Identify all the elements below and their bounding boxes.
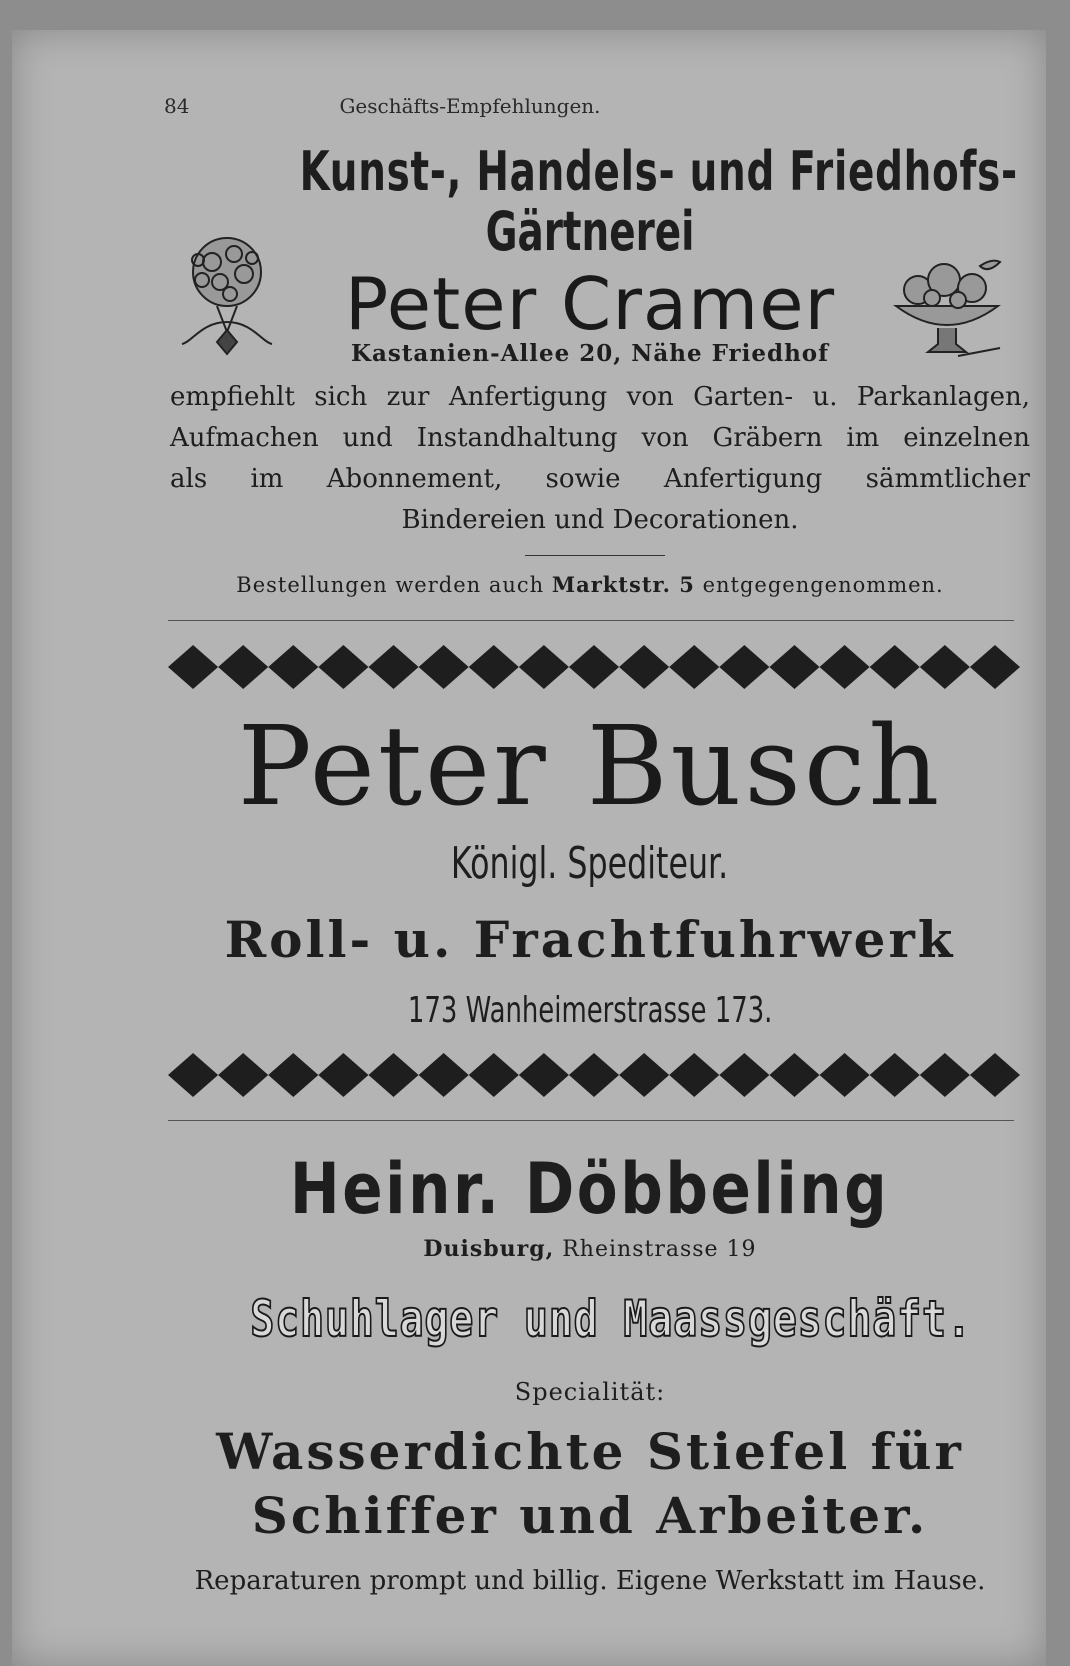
busch-name: Peter Busch: [237, 702, 943, 830]
diamond-icon: [970, 645, 1020, 689]
diamond-icon: [920, 1053, 970, 1097]
speciality-line-2: Schiffer und Arbeiter.: [251, 1486, 929, 1545]
description-line: Bindereien und Decorationen.: [401, 505, 799, 535]
diamond-icon: [619, 645, 669, 689]
diamond-icon: [970, 1053, 1020, 1097]
section-divider: [168, 1120, 1014, 1121]
diamond-icon: [519, 645, 569, 689]
diamond-icon: [519, 1053, 569, 1097]
diamond-icon: [870, 1053, 920, 1097]
busch-address: 173 Wanheimerstrasse 173.: [407, 990, 773, 1031]
diamond-icon: [769, 645, 819, 689]
doebbeling-trade: Schuhlager und Maassgeschäft.: [250, 1290, 972, 1348]
divider: [525, 555, 665, 556]
cramer-name: Peter Cramer: [344, 262, 836, 346]
diamond-icon: [218, 1053, 268, 1097]
diamond-icon: [469, 1053, 519, 1097]
diamond-icon: [218, 645, 268, 689]
cramer-headline-2: Gärtnerei: [485, 200, 695, 263]
diamond-icon: [569, 1053, 619, 1097]
doebbeling-address: Duisburg, Rheinstrasse 19: [423, 1236, 757, 1262]
busch-title: Königl. Spediteur.: [451, 838, 729, 889]
diamond-row-top: [168, 642, 1020, 692]
diamond-icon: [820, 645, 870, 689]
diamond-icon: [318, 1053, 368, 1097]
cramer-description: [170, 377, 1030, 541]
diamond-icon: [419, 1053, 469, 1097]
diamond-icon: [368, 645, 418, 689]
diamond-icon: [168, 645, 218, 689]
diamond-icon: [719, 645, 769, 689]
diamond-icon: [268, 1053, 318, 1097]
diamond-icon: [870, 645, 920, 689]
diamond-icon: [318, 645, 368, 689]
description-line: als im Abonnement, sowie Anfertigung sämmtlicher: [170, 464, 1030, 494]
diamond-icon: [769, 1053, 819, 1097]
description-line: empfiehlt sich zur Anfertigung von Garten- u. Parkanlagen,: [170, 382, 1030, 412]
diamond-icon: [619, 1053, 669, 1097]
diamond-icon: [419, 645, 469, 689]
speciality-line-1: Wasserdichte Stiefel für: [216, 1422, 964, 1481]
diamond-icon: [469, 645, 519, 689]
diamond-icon: [168, 1053, 218, 1097]
diamond-icon: [368, 1053, 418, 1097]
diamond-icon: [719, 1053, 769, 1097]
running-title: Geschäfts-Empfehlungen.: [339, 94, 601, 118]
diamond-icon: [669, 645, 719, 689]
diamond-icon: [920, 645, 970, 689]
speciality-label: Specialität:: [514, 1378, 666, 1406]
description-line: Aufmachen und Instandhaltung von Gräbern im einzelnen: [170, 423, 1030, 453]
cramer-order-note: Bestellungen werden auch Marktstr. 5 entgegengenommen.: [236, 572, 944, 597]
cramer-headline-1: Kunst-, Handels- und Friedhofs-: [299, 140, 1018, 203]
section-divider: [168, 620, 1014, 621]
cramer-address: Kastanien-Allee 20, Nähe Friedhof: [350, 340, 830, 367]
diamond-icon: [569, 645, 619, 689]
page: [160, 0, 1030, 1666]
diamond-row-bottom: [168, 1050, 1020, 1100]
doebbeling-name: Heinr. Döbbeling: [290, 1148, 890, 1230]
diamond-icon: [669, 1053, 719, 1097]
doebbeling-footer: Reparaturen prompt und billig. Eigene Werkstatt im Hause.: [194, 1566, 986, 1596]
diamond-icon: [268, 645, 318, 689]
diamond-icon: [820, 1053, 870, 1097]
busch-trade: Roll- u. Frachtfuhrwerk: [224, 910, 956, 969]
page-number: 84: [164, 94, 190, 118]
